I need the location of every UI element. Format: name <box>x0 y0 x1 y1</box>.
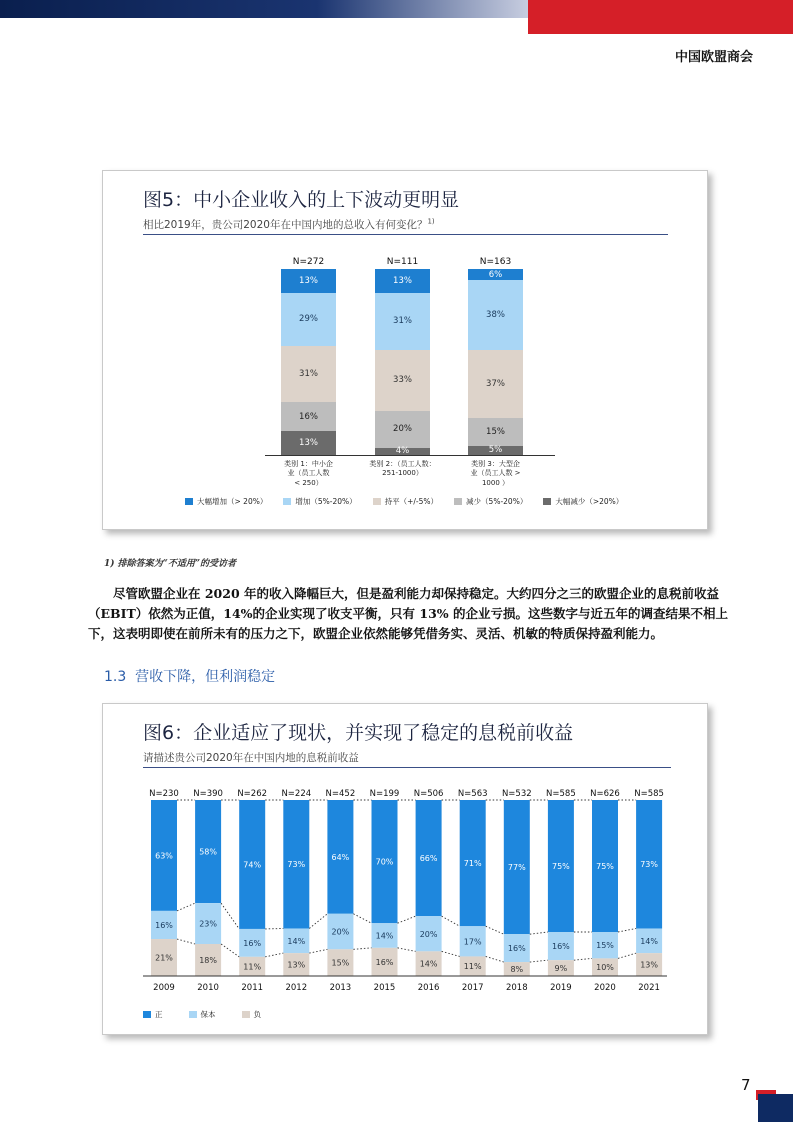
figure5-n-label: N=163 <box>479 257 512 267</box>
section-number: 1.3 <box>104 669 127 685</box>
figure6-category-label: 2018 <box>505 983 528 993</box>
figure6-connector-positive <box>398 916 416 923</box>
figure5-bar-segment <box>375 350 430 411</box>
figure5-title: 图5：中小企业收入的上下波动更明显 <box>143 189 460 211</box>
figure6-connector-breakeven <box>574 958 592 960</box>
figure6-data-label: 14% <box>287 936 306 946</box>
figure5-subtitle-text: 相比2019年，贵公司2020年在中国内地的总收入有何变化？ <box>143 219 428 231</box>
figure6-legend-label: 负 <box>253 1010 261 1019</box>
figure5-bar-segment <box>375 448 430 455</box>
figure5-n-label: N=272 <box>292 257 325 267</box>
figure5-subtitle-sup: 1) <box>427 217 435 226</box>
figure6-data-label: 13% <box>640 960 658 970</box>
figure6-data-label: 16% <box>155 920 173 930</box>
figure6-category-label: 2016 <box>417 983 440 993</box>
figure6-category-label: 2012 <box>285 983 308 993</box>
figure6-n-label: N=585 <box>634 789 664 799</box>
figure6-data-label: 16% <box>243 938 262 948</box>
figure6-data-label: 15% <box>331 958 350 968</box>
figure5-subtitle <box>143 217 435 232</box>
figure6-legend-item <box>189 1009 216 1020</box>
figure5-rule <box>143 234 668 235</box>
figure6-data-label: 73% <box>287 860 306 870</box>
figure5-legend-swatch <box>185 498 193 505</box>
figure6-data-label: 16% <box>507 944 526 954</box>
corner-accent-navy <box>758 1094 793 1122</box>
figure5-x-axis <box>265 455 555 456</box>
figure6-data-label: 11% <box>463 962 482 972</box>
figure6-connector-positive <box>618 928 636 932</box>
figure6-category-label: 2017 <box>461 983 484 993</box>
figure5-legend-item <box>454 496 527 507</box>
figure6-data-label: 20% <box>419 929 438 939</box>
figure6-category-label: 2010 <box>197 983 219 993</box>
figure6-connector-breakeven <box>353 948 371 949</box>
figure5-legend-label: 增加（5%-20%） <box>295 497 357 506</box>
figure5-data-label: 13% <box>393 275 412 286</box>
figure6-data-label: 74% <box>243 860 262 870</box>
figure6-data-label: 75% <box>552 862 570 871</box>
figure6-legend <box>143 1009 287 1020</box>
figure6-legend-label: 保本 <box>200 1010 216 1019</box>
figure6-data-label: 18% <box>199 956 217 965</box>
figure6-connector-positive <box>221 903 239 929</box>
figure6-data-label: 23% <box>199 919 217 929</box>
figure6-legend-swatch <box>189 1011 197 1018</box>
figure6-connector-positive <box>530 932 548 934</box>
figure6-category-label: 2009 <box>153 983 175 993</box>
figure6-data-label: 16% <box>375 957 394 967</box>
figure5-panel <box>102 170 708 530</box>
figure6-connector-breakeven <box>618 953 636 958</box>
figure6-data-label: 16% <box>552 942 570 952</box>
figure5-data-label: 6% <box>488 269 503 280</box>
footnote: 1) 排除答案为“不适用”的受访者 <box>104 559 237 569</box>
figure5-data-label: 5% <box>488 445 503 456</box>
figure6-n-label: N=452 <box>325 789 356 799</box>
figure5-legend-swatch <box>373 498 381 505</box>
figure5-legend-swatch <box>283 498 291 505</box>
figure6-data-label: 17% <box>463 937 482 947</box>
figure6-data-label: 71% <box>463 859 482 869</box>
figure6-connector-breakeven <box>177 939 195 944</box>
figure6-n-label: N=262 <box>237 789 268 799</box>
header-band-red <box>528 0 793 34</box>
figure6-legend-label: 正 <box>155 1010 163 1019</box>
figure5-category-line: < 250） <box>294 478 323 487</box>
figure6-category-label: 2019 <box>550 983 572 993</box>
figure5-bar-segment <box>281 431 336 455</box>
figure6-connector-breakeven <box>398 948 416 952</box>
figure6-category-label: 2020 <box>594 983 616 993</box>
figure5-data-label: 31% <box>393 316 412 327</box>
figure6-subtitle: 请描述贵公司2020年在中国内地的息税前收益 <box>143 752 359 764</box>
figure6-data-label: 20% <box>331 927 350 937</box>
figure6-data-label: 8% <box>510 965 524 975</box>
figure5-category-label <box>364 460 442 479</box>
figure5-category-line: 业（员工人数 <box>287 469 330 478</box>
figure6-data-label: 11% <box>243 962 262 972</box>
figure5-bar-segment <box>468 418 523 446</box>
figure5-bar-segment <box>468 446 523 455</box>
figure6-n-label: N=585 <box>546 789 576 799</box>
figure6-data-label: 64% <box>331 852 350 862</box>
figure5-category-line: 业（员工人数 > <box>470 469 521 478</box>
figure5-bar-segment <box>468 269 523 280</box>
figure5-bar-segment <box>281 402 336 431</box>
figure5-legend-label: 持平（+/-5%） <box>384 497 439 506</box>
figure5-bar-segment <box>281 269 336 293</box>
figure5-legend-swatch <box>543 498 551 505</box>
figure6-data-label: 21% <box>155 953 173 963</box>
figure6-n-label: N=390 <box>193 789 223 799</box>
figure6-connector-positive <box>309 914 327 929</box>
figure6-connector-positive <box>353 914 371 923</box>
figure6-data-label: 58% <box>199 847 217 857</box>
figure6-data-label: 14% <box>419 959 438 969</box>
figure5-bar-segment <box>281 346 336 403</box>
figure6-title: 图6：企业适应了现状，并实现了稳定的息税前收益 <box>143 722 574 744</box>
figure6-data-label: 14% <box>640 936 658 946</box>
figure5-data-label: 38% <box>486 310 505 321</box>
figure5-data-label: 16% <box>299 411 318 422</box>
figure5-bar-segment <box>375 411 430 448</box>
figure5-bar-segment <box>281 293 336 346</box>
figure5-data-label: 37% <box>486 379 505 390</box>
figure6-connector-positive <box>442 916 460 926</box>
header-band-blue <box>0 0 528 18</box>
figure6-n-label: N=230 <box>149 789 179 799</box>
figure6-data-label: 13% <box>287 960 306 970</box>
figure6-data-label: 70% <box>375 857 394 867</box>
page-number: 7 <box>741 1076 751 1094</box>
figure6-chart <box>103 704 707 1034</box>
figure6-n-label: N=199 <box>369 789 400 799</box>
figure5-bar-segment <box>468 350 523 418</box>
figure5-data-label: 29% <box>299 314 318 325</box>
figure5-legend-item <box>373 496 438 507</box>
figure6-data-label: 63% <box>155 851 173 861</box>
figure6-n-label: N=532 <box>501 789 532 799</box>
figure6-legend-item <box>143 1009 163 1020</box>
section-title: 营收下降，但利润稳定 <box>135 669 276 685</box>
figure5-category-label <box>270 460 348 488</box>
figure5-legend-label: 减少（5%-20%） <box>466 497 528 506</box>
figure6-category-label: 2013 <box>329 983 352 993</box>
figure6-n-label: N=224 <box>281 789 312 799</box>
figure5-data-label: 31% <box>299 368 318 379</box>
figure6-data-label: 14% <box>375 931 394 941</box>
figure5-legend-item <box>543 496 623 507</box>
figure5-legend-item <box>283 496 356 507</box>
section-heading <box>104 666 275 686</box>
figure5-legend <box>185 496 639 507</box>
figure5-bar-segment <box>375 269 430 293</box>
figure6-legend-swatch <box>143 1011 151 1018</box>
figure6-legend-item <box>242 1009 262 1020</box>
figure5-bar-segment <box>468 280 523 350</box>
figure6-n-label: N=506 <box>413 789 444 799</box>
figure5-legend-item <box>185 496 267 507</box>
figure6-data-label: 10% <box>596 963 614 973</box>
figure5-data-label: 13% <box>299 275 318 286</box>
figure6-connector-breakeven <box>442 951 460 956</box>
figure5-legend-label: 大幅减少（>20%） <box>555 497 624 506</box>
figure5-category-line: 类别 3：大型企 <box>471 460 520 468</box>
figure6-connector-breakeven <box>265 953 283 957</box>
body-paragraph: 尽管欧盟企业在 2020 年的收入降幅巨大，但是盈利能力却保持稳定。大约四分之三的欧盟企业的息税前收益（EBIT）依然为正值，14%的企业实现了收支平衡，只有 13% 的企业亏损。这些数字与近五年的调查结果不相上下，这表明即使在前所未有的压力之下，欧盟企业依然能够凭借务实、灵活、机敏的特质保持盈利能力。 <box>88 586 728 641</box>
figure5-data-label: 20% <box>393 424 412 435</box>
figure6-connector-positive <box>486 926 504 934</box>
figure5-data-label: 33% <box>393 375 412 386</box>
figure6-data-label: 73% <box>640 860 658 870</box>
figure5-legend-swatch <box>454 498 462 505</box>
figure6-data-label: 66% <box>419 854 438 864</box>
figure6-data-label: 77% <box>507 863 526 873</box>
figure5-legend-label: 大幅增加（> 20%） <box>197 497 268 506</box>
figure5-category-line: 类别 2：（员工人数： <box>369 460 436 468</box>
figure6-category-label: 2015 <box>373 983 396 993</box>
figure5-category-line: 251-1000） <box>382 469 423 478</box>
figure5-n-label: N=111 <box>386 257 419 267</box>
figure6-legend-swatch <box>242 1011 250 1018</box>
figure6-connector-breakeven <box>221 944 239 957</box>
figure6-connector-breakeven <box>309 949 327 953</box>
figure6-data-label: 15% <box>596 941 614 951</box>
figure5-data-label: 15% <box>486 426 505 437</box>
figure6-n-label: N=563 <box>457 789 488 799</box>
figure5-data-label: 13% <box>299 438 318 449</box>
figure6-n-label: N=626 <box>590 789 620 799</box>
figure5-bar-segment <box>375 293 430 350</box>
figure5-category-line: 1000 ） <box>481 478 510 487</box>
figure5-category-line: 类别 1：中小企 <box>284 460 333 468</box>
figure6-connector-positive <box>177 903 195 911</box>
figure6-connector-breakeven <box>530 960 548 962</box>
figure6-data-label: 9% <box>554 964 568 974</box>
figure6-category-label: 2021 <box>638 983 660 993</box>
figure5-category-label <box>457 460 535 488</box>
figure6-connector-breakeven <box>486 956 504 962</box>
org-name: 中国欧盟商会 <box>674 50 753 65</box>
figure5-data-label: 4% <box>395 446 410 457</box>
figure6-category-label: 2011 <box>241 983 264 993</box>
figure6-panel <box>102 703 708 1035</box>
figure6-data-label: 75% <box>596 862 614 871</box>
